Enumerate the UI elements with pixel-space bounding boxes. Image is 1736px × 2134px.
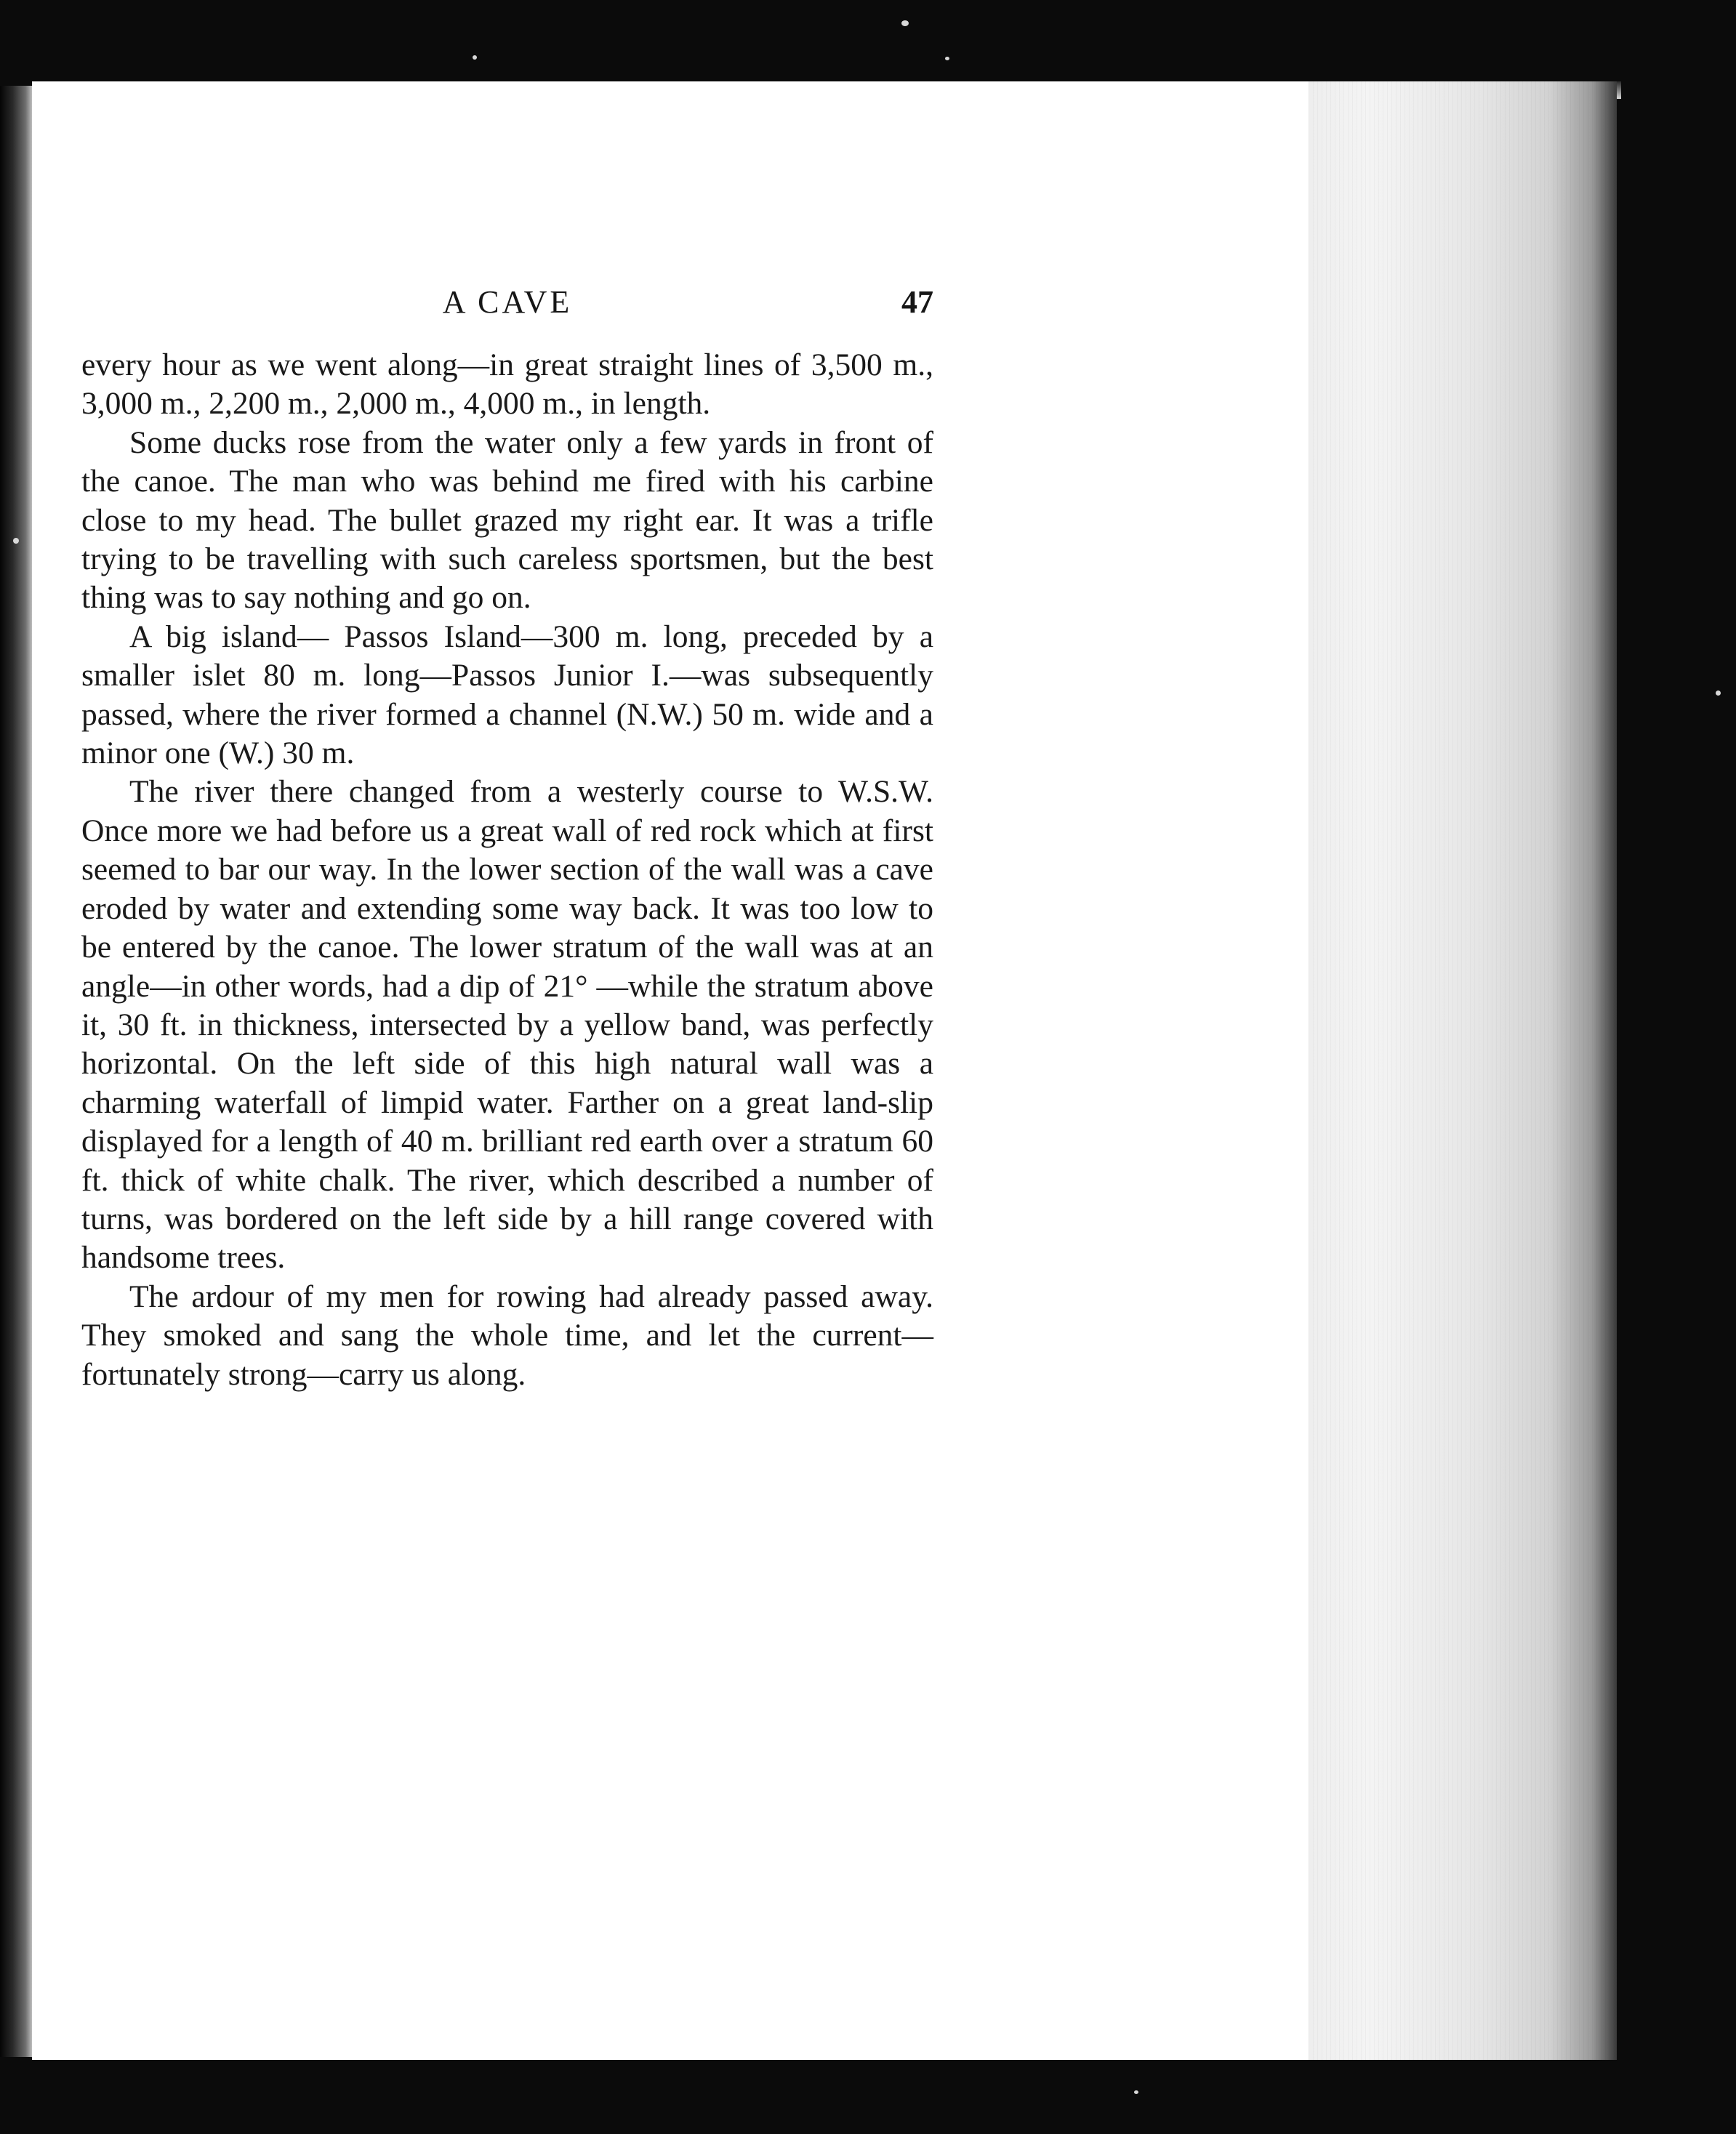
running-head — [81, 283, 933, 334]
dust-speck — [473, 55, 477, 60]
dust-speck — [945, 57, 949, 60]
paragraph: every hour as we went along—in great straight lines of 3,500 m., 3,000 m., 2,200 m., 2,000 m., 4,000 m., in length. — [81, 347, 933, 422]
paragraph: Some ducks rose from the water only a few yards in front of the canoe. The man who was behind me fired with his carbine close to my head. The bullet grazed my right ear. It was a trifle trying to be travelling with such careless sportsmen, but the best thing was to say nothing and go on. — [81, 424, 933, 616]
running-title: A CAVE — [442, 284, 573, 320]
dust-speck — [13, 538, 19, 544]
paragraph: A big island— Passos Island—300 m. long, preceded by a smaller islet 80 m. long—Passos Junior I.—was subsequently passed, where the river formed a channel (N.W.) 50 m. wide and a minor one (W.) 30 m. — [81, 619, 933, 771]
book-fore-edge — [1309, 81, 1617, 2060]
dust-speck — [1134, 2090, 1138, 2094]
dust-speck — [901, 20, 909, 26]
page-number: 47 — [901, 284, 933, 320]
dust-speck — [1716, 690, 1721, 696]
paragraph: The river there changed from a westerly course to W.S.W. Once more we had before us a great wall of red rock which at first seemed to bar our way. In the lower section of the wall was a cave eroded by water and extending some way back. It was too low to be entered by the canoe. The lower stratum of the wall was at an angle—in other words, had a dip of 21° —while the stratum above it, 30 ft. in thickness, intersected by a yellow band, was perfectly horizontal. On the left side of this high natural wall was a charming waterfall of limpid water. Farther on a great land-slip displayed for a length of 40 m. brilliant red earth over a stratum 60 ft. thick of white chalk. The river, which described a number of turns, was bordered on the left side by a hill range covered with handsome trees. — [81, 774, 933, 1276]
body-text — [81, 346, 933, 1394]
paragraph: The ardour of my men for rowing had already passed away. They smoked and sang the whole time, and let the current—fortunately strong—carry us along. — [81, 1279, 933, 1392]
left-page-edge — [0, 86, 32, 2057]
